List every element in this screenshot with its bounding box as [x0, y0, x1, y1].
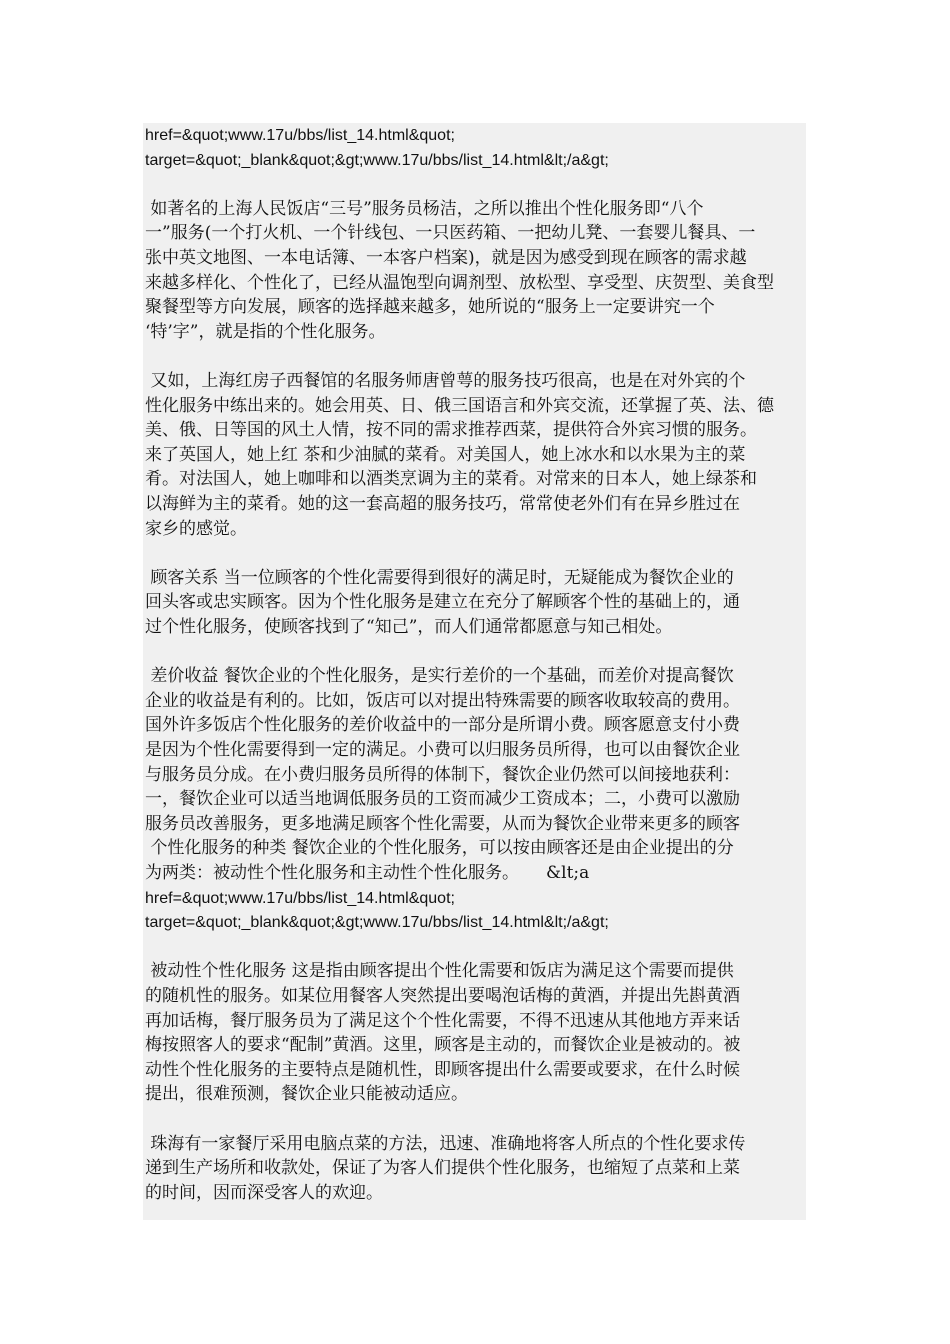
text-line: 过个性化服务，使顾客找到了“知己”，而人们通常都愿意与知己相处。: [145, 617, 673, 637]
text-line: 回头客或忠实顾客。因为个性化服务是建立在充分了解顾客个性的基础上的，通: [145, 592, 740, 613]
text-line: 是因为个性化需要得到一定的满足。小费可以归服务员所得，也可以由餐饮企业: [145, 740, 740, 760]
text-line: 美、俄、日等国的风土人情，按不同的需求推荐西菜，提供符合外宾习惯的服务。: [145, 420, 757, 441]
text-line: 来了英国人，她上红 茶和少油腻的菜肴。对美国人，她上冰水和以水果为主的菜: [145, 444, 746, 465]
text-line: ‘特’字”，就是指的个性化服务。: [145, 321, 386, 342]
text-line: 的随机性的服务。如某位用餐客人突然提出要喝泡话梅的黄酒，并提出先斟黄酒: [145, 986, 740, 1006]
text-line: 国外许多饭店个性化服务的差价收益中的一部分是所谓小费。顾客愿意支付小费: [145, 715, 740, 736]
text-line: 肴。对法国人，她上咖啡和以酒类烹调为主的菜肴。对常来的日本人，她上绿茶和: [145, 469, 757, 490]
text-line: 服务员改善服务，更多地满足顾客个性化需要，从而为餐饮企业带来更多的顾客: [145, 813, 740, 834]
text-line: 来越多样化、个性化了，已经从温饱型向调剂型、放松型、享受型、庆贺型、美食型: [145, 272, 774, 293]
text-line: target=&quot;_blank&quot;&gt;www.17u/bbs/list_14.html&lt;/a&gt;: [145, 914, 609, 932]
text-line: 顾客关系 当一位顾客的个性化需要得到很好的满足时，无疑能成为餐饮企业的: [145, 567, 734, 588]
text-line: 个性化服务的种类 餐饮企业的个性化服务，可以按由顾客还是由企业提出的分: [145, 838, 734, 859]
text-line: 为两类：被动性个性化服务和主动性个性化服务。 &lt;a: [145, 863, 590, 883]
text-line: 的时间，因而深受客人的欢迎。: [145, 1182, 383, 1203]
text-line: 被动性个性化服务 这是指由顾客提出个性化需要和饭店为满足这个需要而提供: [145, 961, 734, 982]
text-line: 提出，很难预测，餐饮企业只能被动适应。: [145, 1084, 468, 1105]
text-line: 以海鲜为主的菜肴。她的这一套高超的服务技巧，常常使老外们有在异乡胜过在: [145, 494, 740, 514]
text-line: 一”服务(一个打火机、一个针线包、一只医药箱、一把幼儿凳、一套婴儿餐具、一: [145, 223, 756, 244]
text-line: 家乡的感觉。: [145, 518, 247, 539]
text-line: 递到生产场所和收款处，保证了为客人们提供个性化服务，也缩短了点菜和上菜: [145, 1158, 740, 1179]
text-line: 梅按照客人的要求“配制”黄酒。这里，顾客是主动的，而餐饮企业是被动的。被: [145, 1035, 741, 1056]
text-line: 动性个性化服务的主要特点是随机性，即顾客提出什么需要或要求，在什么时候: [145, 1059, 740, 1080]
text-line: 一，餐饮企业可以适当地调低服务员的工资而减少工资成本；二，小费可以激励: [145, 789, 740, 810]
text-line: target=&quot;_blank&quot;&gt;www.17u/bbs/list_14.html&lt;/a&gt;: [145, 151, 609, 169]
text-line: 与服务员分成。在小费归服务员所得的体制下，餐饮企业仍然可以间接地获利：: [145, 764, 740, 785]
text-line: 又如，上海红房子西餐馆的名服务师唐曾萼的服务技巧很高，也是在对外宾的个: [145, 371, 746, 391]
text-line: href=&quot;www.17u/bbs/list_14.html&quot;: [145, 127, 455, 144]
text-line: 再加话梅，餐厅服务员为了满足这个个性化需要，不得不迅速从其他地方弄来话: [145, 1010, 740, 1031]
text-line: 差价收益 餐饮企业的个性化服务，是实行差价的一个基础，而差价对提高餐饮: [145, 666, 734, 687]
text-line: 张中英文地图、一本电话簿、一本客户档案)，就是因为感受到现在顾客的需求越: [145, 248, 747, 268]
text-line: 性化服务中练出来的。她会用英、日、俄三国语言和外宾交流，还掌握了英、法、德: [145, 395, 774, 416]
text-line: href=&quot;www.17u/bbs/list_14.html&quot;: [145, 889, 455, 907]
text-line: 企业的收益是有利的。比如，饭店可以对提出特殊需要的顾客收取较高的费用。: [145, 690, 740, 711]
text-line: 珠海有一家餐厅采用电脑点菜的方法，迅速、准确地将客人所点的个性化要求传: [145, 1133, 746, 1154]
document-text-block: [143, 123, 806, 1220]
text-line: 聚餐型等方向发展，顾客的选择越来越多，她所说的“服务上一定要讲究一个: [145, 297, 715, 318]
text-line: 如著名的上海人民饭店“三号”服务员杨洁，之所以推出个性化服务即“八个: [145, 198, 704, 219]
